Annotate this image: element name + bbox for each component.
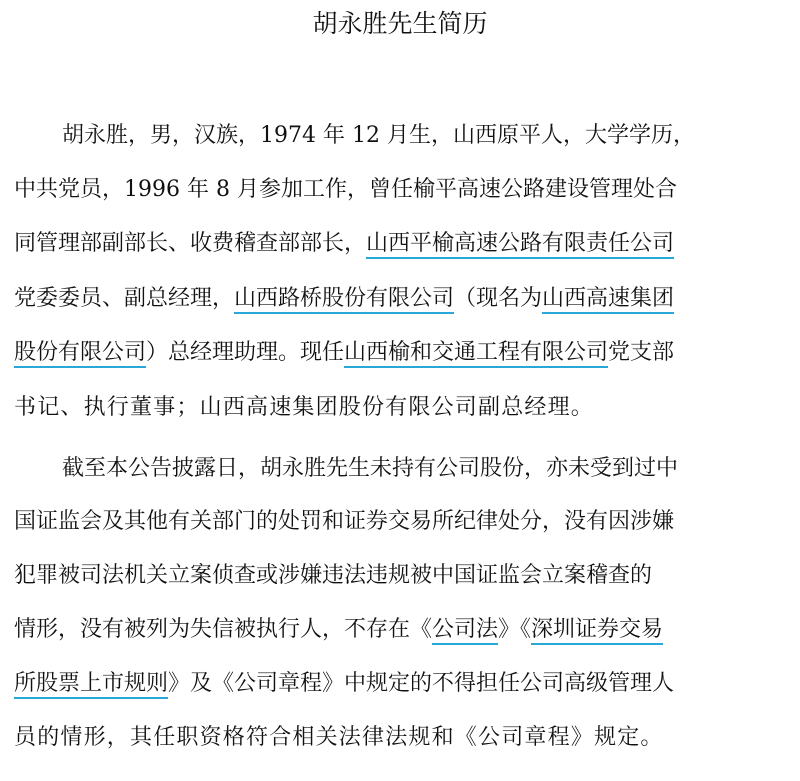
paragraph-2-line-6 [14, 718, 776, 758]
paragraph-1-line-3 [14, 224, 776, 264]
company-link-yuhe[interactable]: 山西榆和交通工程有限公司 [344, 340, 608, 368]
company-link-gaosu-group-b[interactable]: 股份有限公司 [14, 340, 146, 368]
text-segment: （现名为 [454, 286, 543, 311]
rules-link-szse-a[interactable]: 深圳证券交易 [531, 617, 663, 645]
text-segment: 书记、执行董事；山西高速集团股份有限公司副总经理。 [14, 395, 595, 420]
rules-link-szse-b[interactable]: 所股票上市规则 [14, 671, 168, 699]
paragraph-2-line-1 [62, 449, 776, 489]
text-segment: 党委委员、副总经理， [14, 286, 235, 311]
paragraph-1-line-6 [14, 388, 776, 428]
law-link-company-law[interactable]: 公司法 [432, 617, 498, 645]
text-segment: 胡永胜，男，汉族，1974 年 12 月生，山西原平人，大学学历， [62, 123, 695, 148]
paragraph-2-line-5 [14, 664, 776, 704]
text-segment: 中共党员，1996 年 8 月参加工作，曾任榆平高速公路建设管理处合 [14, 177, 677, 202]
text-segment: 国证监会及其他有关部门的处罚和证券交易所纪律处分，没有因涉嫌 [14, 509, 675, 534]
paragraph-1-line-2 [14, 170, 776, 210]
company-link-gaosu-group-a[interactable]: 山西高速集团 [542, 286, 674, 314]
company-link-pingyu[interactable]: 山西平榆高速公路有限责任公司 [366, 231, 674, 259]
text-segment: ）总经理助理。现任 [146, 340, 345, 365]
paragraph-1-line-5 [14, 333, 776, 373]
text-segment: 》《 [498, 617, 532, 642]
paragraph-2-line-4 [14, 610, 776, 650]
text-segment: 同管理部副部长、收费稽查部部长， [14, 231, 367, 256]
text-segment: 员的情形，其任职资格符合相关法律法规和《公司章程》规定。 [14, 725, 664, 750]
text-segment: 犯罪被司法机关立案侦查或涉嫌违法违规被中国证监会立案稽查的 [14, 563, 653, 588]
text-segment: 》及《公司章程》中规定的不得担任公司高级管理人 [168, 671, 675, 696]
paragraph-1-line-1 [62, 116, 770, 156]
text-segment: 情形，没有被列为失信被执行人，不存在《 [14, 617, 433, 642]
paragraph-1-line-4 [14, 279, 776, 319]
text-segment: 截至本公告披露日，胡永胜先生未持有公司股份，亦未受到过中 [62, 456, 679, 481]
document-title: 胡永胜先生简历 [312, 9, 488, 38]
company-link-luqiao[interactable]: 山西路桥股份有限公司 [234, 286, 454, 314]
text-segment: 党支部 [608, 340, 675, 365]
paragraph-2-line-3 [14, 556, 776, 596]
paragraph-2-line-2 [14, 502, 776, 542]
